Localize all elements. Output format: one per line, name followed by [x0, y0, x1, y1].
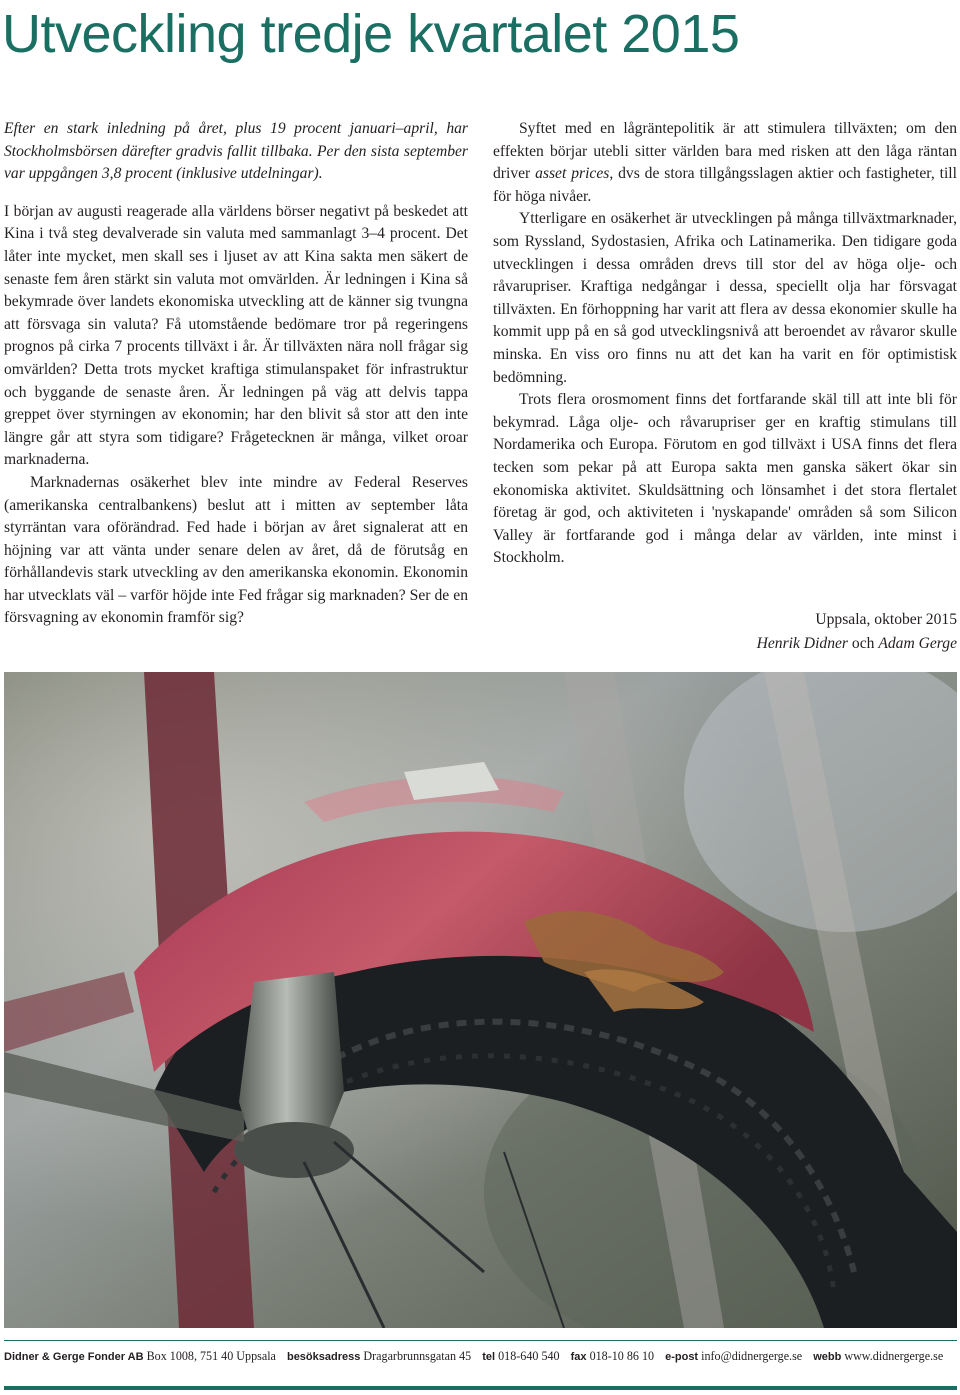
asset-prices-term: asset prices [535, 165, 610, 183]
footer-rule-bottom [4, 1386, 957, 1390]
signature-name-2: Adam Gerge [878, 634, 957, 652]
text-span: , dvs de stora tillgångsslagen aktier och fastigheter, till för höga nivåer. [493, 165, 957, 205]
footer-web-link[interactable]: www.didnergerge.se [844, 1349, 944, 1363]
body-paragraph-4: Ytterligare en osäkerhet är utvecklingen på många tillväxtmarknader, som Ryssland, Sydostasien, Afrika och Latinamerika. Den tidigare goda utvecklingen i dessa områden drevs till stor del av höga olje- och råvarupriser. Kraftiga nedgångar i dessa, speciellt olja har försvagat tillväxten. En förhoppning har varit att flera av dessa ekonomier skulle ha kommit upp på en så god utvecklingsnivå att beroendet av råvaror skulle minska. En viss oro finns nu att det kan ha varit en för optimistisk bedömning. [493, 210, 957, 386]
signature-block [493, 608, 957, 656]
right-column [493, 118, 957, 656]
footer-company: Didner & Gerge Fonder AB [4, 1351, 144, 1363]
footer-visit-label: besöksadress [286, 1351, 361, 1363]
body-paragraph-3 [493, 118, 957, 208]
footer-rule-top [4, 1340, 957, 1341]
footer-fax-label: fax [570, 1351, 587, 1363]
body-paragraph-1: I början av augusti reagerade alla världens börser negativt på beskedet att Kina i två steg devalverade sin valuta med sammanlagt 3–4 procent. Det låter inte mycket, men skall ses i ljuset av att Kina sakta men säkert de senaste fem åren stärkt sin valuta mot omvärlden. Är ledningen i Kina så bekymrade över landets ekonomiska utveckling att de känner sig tvungna att försvaga sin valuta? Få utomstående bedömare tror på regeringens prognos på cirka 7 procents tillväxt i år. Är tillväxten nära noll frågar sig omvärlden? Detta trots mycket kraftiga stimulanspaket för infrastruktur och byggande de senaste åren. Är ledningen på väg att delvis tappa greppet över styrningen av ekonomin; har den blivit så stor att den inte längre går att styra som tidigare? Frågetecknen är många, vilket oroar marknaderna. [4, 202, 468, 469]
text-span: Syftet med en lågräntepolitik är att stimulera tillväxten; om den effekten börjar utebli sitter världen bara med risken att den låga räntan driver [493, 120, 957, 183]
signature-place-date: Uppsala, oktober 2015 [815, 610, 957, 628]
signature-and: och [851, 634, 875, 652]
intro-paragraph: Efter en stark inledning på året, plus 19 procent januari–april, har Stockholmsbörsen därefter gradvis fallit tillbaka. Per den sista september var uppgången 3,8 procent (inklusive utdelningar). [4, 120, 468, 183]
body-paragraph-2: Marknadernas osäkerhet blev inte mindre av Federal Reserves (amerikanska centralbankens) beslut att i mitten av september låta styrräntan vara oförändrad. Fed hade i början av året signalerat att en höjning var att vänta under senare delen av året, då de förutsåg en förhållandevis stark utveckling av den amerikanska ekonomin. Ekonomin har utvecklats väl – varför höjde inte Fed frågar sig marknaden? Ser de en försvagning av ekonomin framför sig? [4, 473, 468, 627]
footer-tel-value: 018-640 540 [498, 1349, 560, 1363]
body-paragraph-5: Trots flera orosmoment finns det fortfarande skäl till att inte bli för bekymrad. Låga olje- och råvarupriser ger en kraftig stimulans till Nordamerika och Europa. Förutom en god tillväxt i USA finns det flera tecken som pekar på att Europa sakta men ganska säkert ökar sin ekonomiska aktivitet. Skuldsättning och lönsamhet i det stora flertalet företag är god, och aktiviteten i 'nyskapande' områden så som Silicon Valley är fortfarande god i många delar av världen, inte minst i Stockholm. [493, 391, 957, 567]
footer-email-label: e-post [665, 1351, 699, 1363]
left-column [4, 118, 468, 630]
footer [4, 1348, 957, 1365]
footer-email-link[interactable]: info@didnergerge.se [701, 1349, 803, 1363]
footer-web-label: webb [813, 1351, 842, 1363]
bicycle-fender-photo [4, 672, 957, 1328]
footer-box: Box 1008, 751 40 Uppsala [146, 1349, 276, 1363]
footer-fax-value: 018-10 86 10 [589, 1349, 655, 1363]
signature-name-1: Henrik Didner [756, 634, 848, 652]
footer-visit-value: Dragarbrunnsgatan 45 [363, 1349, 472, 1363]
page-title: Utveckling tredje kvartalet 2015 [2, 4, 740, 64]
footer-tel-label: tel [482, 1351, 496, 1363]
